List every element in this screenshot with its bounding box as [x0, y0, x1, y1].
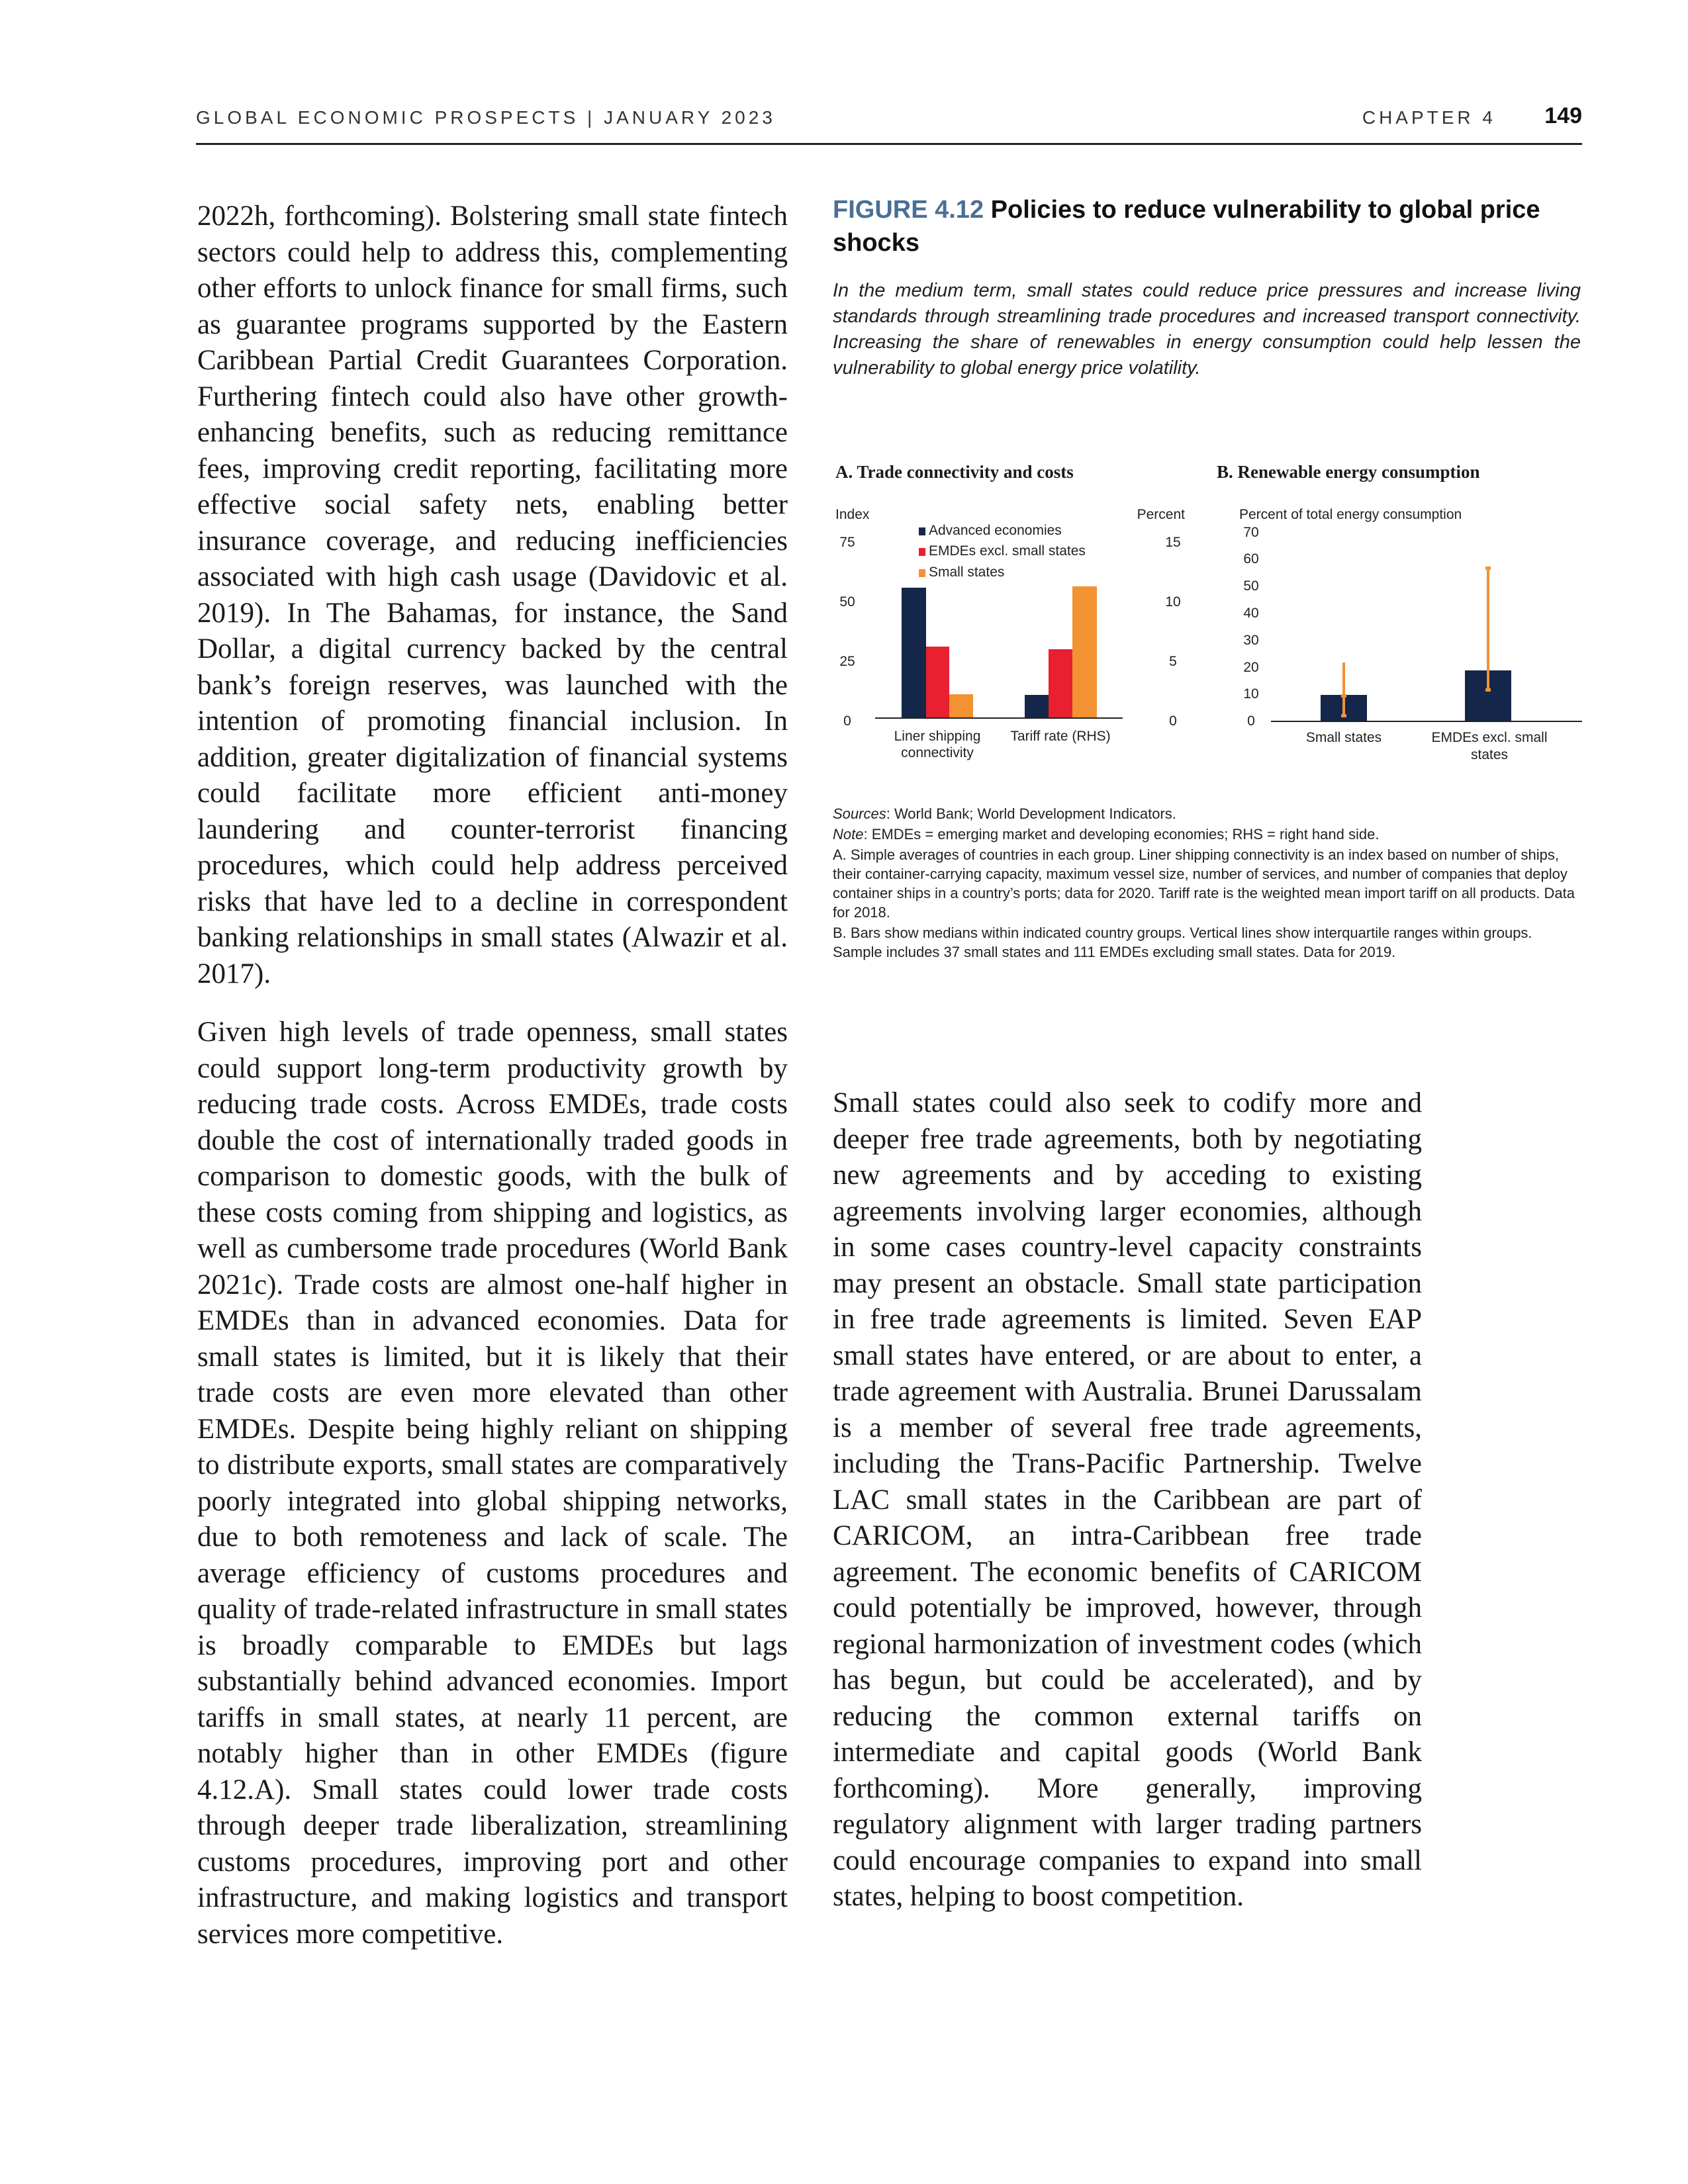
left-column-top — [197, 199, 788, 1028]
svg-text:states: states — [1470, 747, 1509, 762]
body-paragraph: Given high levels of trade openness, small states could support long-term productivity growth by reducing trade costs. Across EMDEs, trade costs double the cost of internationally traded goods in comparison to domestic goods, with the bulk of these costs coming from shipping and logistics, as well as cumbersome trade procedures (World Bank 2021c). Trade costs are almost one-half higher in EMDEs than in advanced economies. Data for small states is limited, but it is likely that their trade costs are even more elevated than other EMDEs. Despite being highly reliant on shipping to distribute exports, small states are comparatively poorly integrated into global shipping networks, due to both remoteness and lack of scale. The average efficiency of customs procedures and quality of trade-related infrastructure in small states is broadly comparable to EMDEs but lags substantially behind advanced economies. Import tariffs in small states, at nearly 11 percent, are notably higher than in other EMDEs (figure 4.12.A). Small states could lower trade costs through deeper trade liberalization, streamlining customs procedures, improving port and other infrastructure, and making logistics and transport services more competitive. — [197, 1017, 788, 1950]
chart-b-ticks — [1243, 525, 1258, 729]
figure-subtitle: In the medium term, small states could reduce price pressures and increase living standards through streamlining trade procedures and increased transport connectivity. Increasing the share of renewables in energy consumption could help lessen the vulnerability to global energy price volatility. — [833, 280, 1581, 379]
chart-a-ylabel: Index — [835, 507, 870, 522]
svg-text:0: 0 — [843, 713, 851, 729]
svg-text:5: 5 — [1169, 654, 1177, 669]
svg-text:75: 75 — [839, 535, 855, 550]
svg-text:10: 10 — [1243, 686, 1259, 702]
chart-a-bars — [902, 586, 1097, 718]
sources-line: Sources: World Bank; World Development Indicators. — [833, 805, 1176, 822]
note-a: A. Simple averages of countries in each group. Liner shipping connectivity is an index based on number of ships, their container-carrying capacity, maximum vessel size, number of services, and number of companies that deploy container ships in a country’s ports; data for 2020. Tariff rate is the weighted mean import tariff on all products. Data for 2018. — [833, 846, 1575, 921]
figure-4-12 — [833, 193, 1581, 381]
page-header — [196, 103, 1582, 145]
chart-b-ylabel: Percent of total energy consumption — [1239, 507, 1462, 522]
chart-a — [827, 496, 1198, 774]
chart-b-x-labels — [1306, 730, 1548, 762]
chart-a-right-ticks — [1165, 535, 1180, 729]
svg-text:Small states: Small states — [1305, 730, 1382, 745]
svg-text:Tariff rate (RHS): Tariff rate (RHS) — [1010, 729, 1111, 744]
svg-text:Liner shipping: Liner shipping — [894, 729, 981, 744]
svg-text:Small states: Small states — [929, 565, 1005, 580]
running-title: GLOBAL ECONOMIC PROSPECTS | JANUARY 2023 — [196, 107, 776, 128]
chart-a-x-labels — [894, 729, 1111, 760]
figure-label: FIGURE 4.12 — [833, 196, 984, 224]
chart-b-bars — [1321, 670, 1511, 721]
right-column — [833, 1085, 1422, 1951]
chart-b — [1211, 496, 1582, 774]
svg-text:70: 70 — [1243, 525, 1259, 540]
left-column-bottom — [197, 1015, 788, 1988]
note-b: B. Bars show medians within indicated country groups. Vertical lines show interquartile ranges within groups. Sample includes 37 small states and 111 EMDEs excluding small states. Data for 2019. — [833, 925, 1532, 960]
svg-text:40: 40 — [1243, 606, 1259, 621]
svg-text:50: 50 — [839, 594, 855, 610]
figure-title — [833, 193, 1581, 259]
note-line: Note: EMDEs = emerging market and developing economies; RHS = right hand side. — [833, 826, 1380, 842]
svg-text:60: 60 — [1243, 551, 1259, 567]
chart-b-title: B. Renewable energy consumption — [1217, 462, 1480, 482]
svg-text:EMDEs excl. small states: EMDEs excl. small states — [929, 543, 1086, 559]
svg-text:0: 0 — [1247, 713, 1255, 729]
body-paragraph: Small states could also seek to codify more and deeper free trade agreements, both by negotiating new agreements and by acceding to existing agreements involving larger economies, although in some cases country-level capacity constraints may present an obstacle. Small state participation in free trade agreements is limited. Seven EAP small states have entered, or are about to enter, a trade agreement with Australia. Brunei Darussalam is a member of several free trade agreements, including the Trans-Pacific Partnership. Twelve LAC small states in the Caribbean are part of CARICOM, an intra-Caribbean free trade agreement. The economic benefits of CARICOM could potentially be improved, however, through regional harmonization of investment codes (which has begun, but could be accelerated), and by reducing the common external tariffs on intermediate and capital goods (World Bank forthcoming). More generally, improving regulatory alignment with larger trading partners could encourage companies to expand into small states, helping to boost competition. — [833, 1087, 1422, 1912]
svg-text:10: 10 — [1165, 594, 1181, 610]
page-number: 149 — [1544, 103, 1582, 128]
chart-a-legend — [919, 523, 1086, 580]
figure-notes — [833, 804, 1581, 963]
svg-text:25: 25 — [839, 654, 855, 669]
svg-text:30: 30 — [1243, 633, 1259, 648]
svg-text:15: 15 — [1165, 535, 1181, 550]
svg-text:0: 0 — [1169, 713, 1177, 729]
svg-text:20: 20 — [1243, 660, 1259, 675]
svg-text:50: 50 — [1243, 578, 1259, 594]
chapter-label: CHAPTER 4 — [1362, 107, 1496, 128]
svg-text:EMDEs excl. small: EMDEs excl. small — [1431, 730, 1548, 745]
chart-a-left-ticks — [839, 535, 855, 729]
figure-title-text: Policies to reduce vulnerability to global price shocks — [833, 196, 1540, 257]
body-paragraph: 2022h, forthcoming). Bolstering small state fintech sectors could help to address this, complementing other efforts to unlock finance for small firms, such as guarantee programs supported by the Eastern Caribbean Partial Credit Guarantees Corporation. Furthering fintech could also have other growth-enhancing benefits, such as reducing remittance fees, improving credit reporting, facilitating more effective social safety nets, enabling better insurance coverage, and reducing inefficiencies associated with high cash usage (Davidovic et al. 2019). In The Bahamas, for instance, the Sand Dollar, a digital currency backed by the central bank’s foreign reserves, was launched with the intention of promoting financial inclusion. In addition, greater digitalization of financial systems could facilitate more efficient anti-money laundering and counter-terrorist financing procedures, which could help address perceived risks that have led to a decline in correspondent banking relationships in small states (Alwazir et al. 2017). — [197, 201, 788, 989]
chart-a-ylabel-right: Percent — [1137, 507, 1185, 522]
chart-a-title: A. Trade connectivity and costs — [835, 462, 1074, 482]
svg-text:connectivity: connectivity — [901, 745, 974, 760]
svg-text:Advanced economies: Advanced economies — [929, 523, 1062, 538]
